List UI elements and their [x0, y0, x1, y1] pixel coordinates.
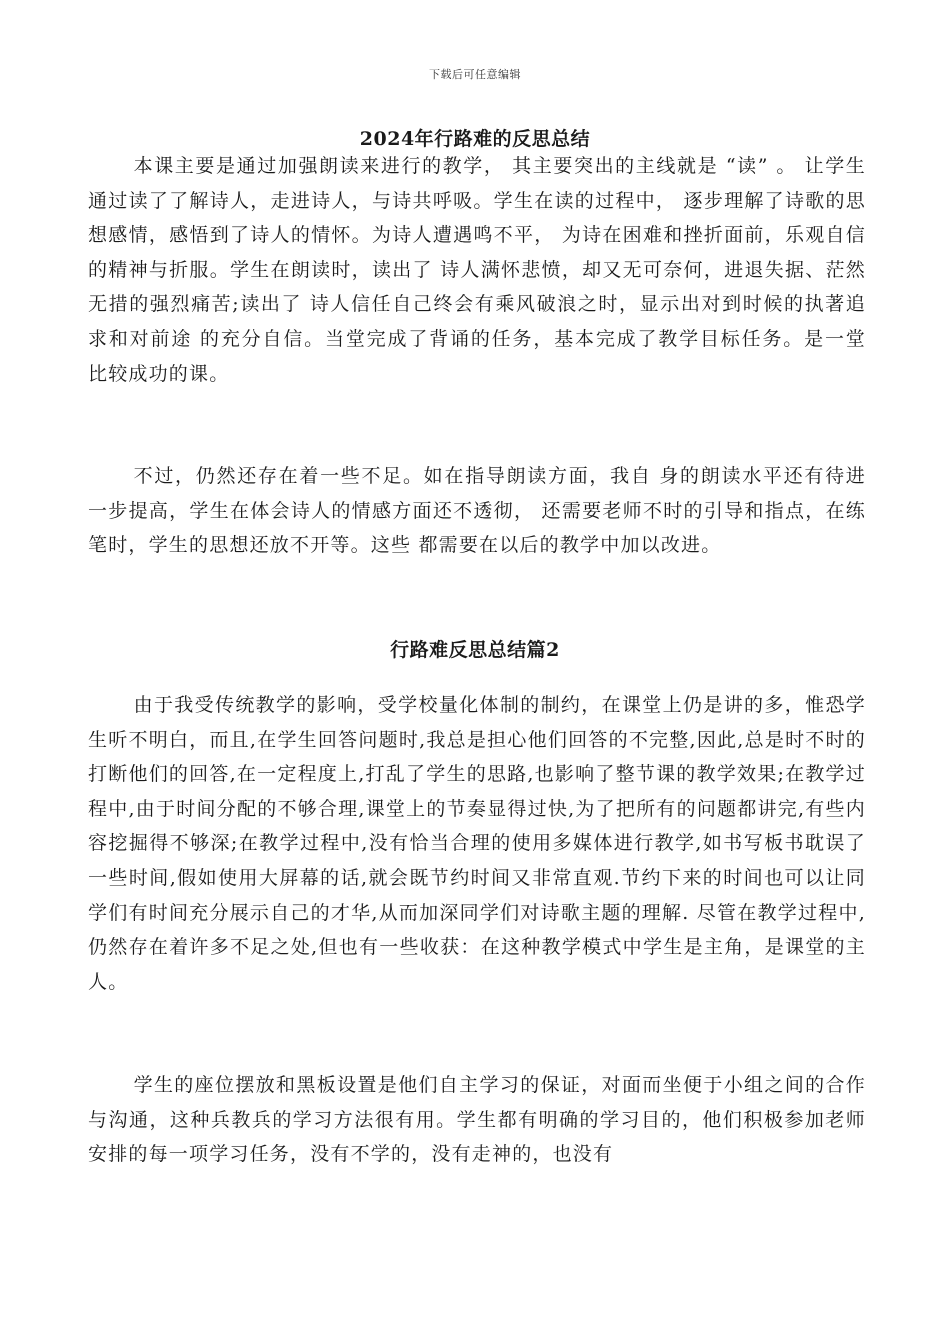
paragraph-1: 本课主要是通过加强朗读来进行的教学， 其主要突出的主线就是 “读” 。 让学生通过读了了解诗人，走进诗人，与诗共呼吸。学生在读的过程中， 逐步理解了诗歌的思想感情，感悟到了诗人的情怀。为诗人遭遇鸣不平， 为诗在困难和挫折面前，乐观自信的精神与折服。学生在朗读时，读出了 诗人满怀悲愤，却又无可奈何，进退失据、茫然无措的强烈痛苦;读出了 诗人信任自己终会有乘风破浪之时，显示出对到时候的执著追求和对前途 的充分自信。当堂完成了背诵的任务，基本完成了教学目标任务。是一堂 比较成功的课。 — [88, 155, 866, 385]
paragraph-2: 不过，仍然还存在着一些不足。如在指导朗读方面，我自 身的朗读水平还有待进一步提高，学生在体会诗人的情感方面还不透彻， 还需要老师不时的引导和指点，在练笔时，学生的思想还放不开等。这些 都需要在以后的教学中加以改进。 — [88, 465, 866, 557]
section-subtitle: 行路难反思总结篇2 — [390, 639, 560, 661]
header-note: 下载后可任意编辑 — [429, 68, 521, 81]
document-title: 2024年行路难的反思总结 — [359, 128, 591, 150]
paragraph-3: 由于我受传统教学的影响，受学校量化体制的制约，在课堂上仍是讲的多，惟恐学生听不明白，而且,在学生回答问题时,我总是担心他们回答的不完整,因此,总是时不时的打断他们的回答,在一定程度上,打乱了学生的思路,也影响了整节课的教学效果;在教学过程中,由于时间分配的不够合理,课堂上的节奏显得过快,为了把所有的问题都讲完,有些内容挖掘得不够深;在教学过程中,没有恰当合理的使用多媒体进行教学,如书写板书耽误了一些时间,假如使用大屏幕的话,就会既节约时间又非常直观.节约下来的时间也可以让同学们有时间充分展示自己的才华,从而加深同学们对诗歌主题的理解. 尽管在教学过程中,仍然存在着许多不足之处,但也有一些收获：在这种教学模式中学生是主角，是课堂的主人。 — [88, 694, 866, 993]
paragraph-4: 学生的座位摆放和黑板设置是他们自主学习的保证，对面而坐便于小组之间的合作与沟通，这种兵教兵的学习方法很有用。学生都有明确的学习目的，他们积极参加老师安排的每一项学习任务，没有不学的，没有走神的，也没有 — [88, 1074, 866, 1166]
